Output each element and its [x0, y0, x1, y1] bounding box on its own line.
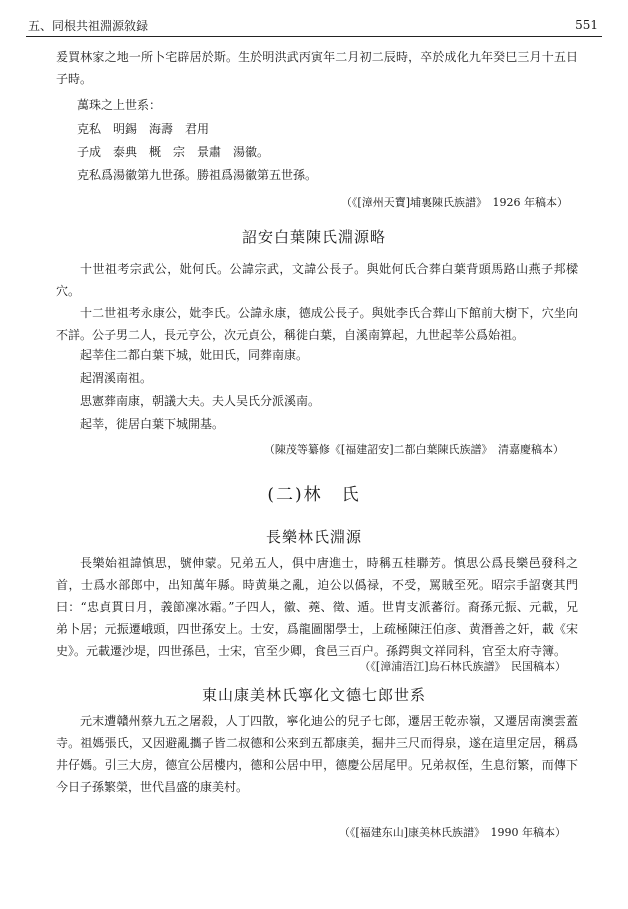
heading-zhaoan-chen: 詔安白葉陳氏淵源略	[241, 228, 386, 246]
chapter-title: 五、同根共祖淵源敘録	[28, 18, 149, 33]
source-citation-3: （《[漳浦浯江]烏石林氏族譜》 民国稿本）	[359, 660, 566, 673]
section-title-lin: (二)林 氏	[267, 485, 361, 505]
source-citation-1: （《[漳州天寶]埔裏陳氏族譜》 1926 年稿本）	[340, 196, 568, 209]
header-rule	[26, 36, 602, 37]
paragraph-zongwu: 十世祖考宗武公，妣何氏。公諱宗武，文諱公長子。與妣何氏合葬白葉背頭馬路山燕子邦樑穴。	[56, 262, 578, 298]
page-number: 551	[575, 18, 598, 32]
line-qixin-settle: 起莘，徙居白葉下城開基。	[80, 417, 225, 431]
source-citation-2: （陳茂等纂修《[福建詔安]二都白葉陳氏族譜》 清嘉慶稿本）	[263, 443, 564, 456]
lineage-line-2: 子成 泰典 概 宗 景肅 湯徽。	[77, 145, 270, 159]
paragraph-dongshan: 元末遭贛州蔡九五之屠殺，人丁四散，寧化迪公的兒子七郎，遷居王乾赤嶺，又遷居南澳雲蓋寺。祖媽張氏，又因避亂攜子皆二叔德和公來到五都康美，掘井三尺而得泉，遂在這里定居，稱爲井仔媽。引三大房，德宣公居樓内，德和公居中甲，德慶公居尾甲。兄弟叔侄，生息衍繁，而傳下今日子孫繁榮，世代昌盛的康美村。	[56, 714, 578, 794]
running-header	[28, 14, 598, 36]
lineage-note: 克私爲湯徽第九世孫。勝祖爲湯徽第五世孫。	[77, 168, 318, 182]
source-citation-4: （《[福建东山]康美林氏族譜》 1990 年稿本）	[338, 826, 566, 839]
line-sixian: 思憲葬南康，朝議大夫。夫人吴氏分派溪南。	[80, 394, 321, 408]
paragraph-yongkang: 十二世祖考永康公，妣李氏。公諱永康，德成公長子。與妣李氏合葬山下館前大樹下，穴坐向不詳。公子男二人，長元亨公，次元貞公，稱徙白葉，自溪南算起，九世起莘公爲始祖。	[56, 306, 578, 342]
line-qixin: 起莘住二都白葉下城，妣田氏，同葬南康。	[80, 348, 309, 362]
lineage-line-1: 克私 明錫 海壽 君用	[77, 122, 210, 136]
heading-changle-lin: 長樂林氏淵源	[265, 528, 362, 546]
paragraph-intro: 爰買林家之地一所卜宅辟居於斯。生於明洪武丙寅年二月初二辰時，卒於成化九年癸巳三月十五日子時。	[56, 50, 578, 86]
paragraph-changle: 長樂始祖諱慎思，號伸蒙。兄弟五人，俱中唐進士，時稱五桂聯芳。慎思公爲長樂邑發科之首，士爲水部郎中，出知萬年縣。時黄巢之亂，迫公以僞禄，不受，罵賊至死。昭宗手詔褒其門曰：“忠貞貫日月，義節凜冰霜。”子四人，徽、蕘、徵、遁。世胄支派蕃衍。裔孫元振、元載，兄弟卜居；元振遷峨頭，四世孫安上。士安，爲龍圖閣學士，上疏極陳汪伯彦、黄潛善之奸，載《宋史》。元載遷沙堤，四世孫邑，士宋，官至少卿，食邑三百户。孫鍔與文祥同科，官至太府寺簿。	[56, 556, 578, 658]
line-qiwei: 起渭溪南祖。	[80, 371, 153, 385]
lineage-label: 萬珠之上世系：	[77, 98, 162, 112]
heading-dongshan-lin: 東山康美林氏寧化文德七郎世系	[201, 686, 426, 704]
